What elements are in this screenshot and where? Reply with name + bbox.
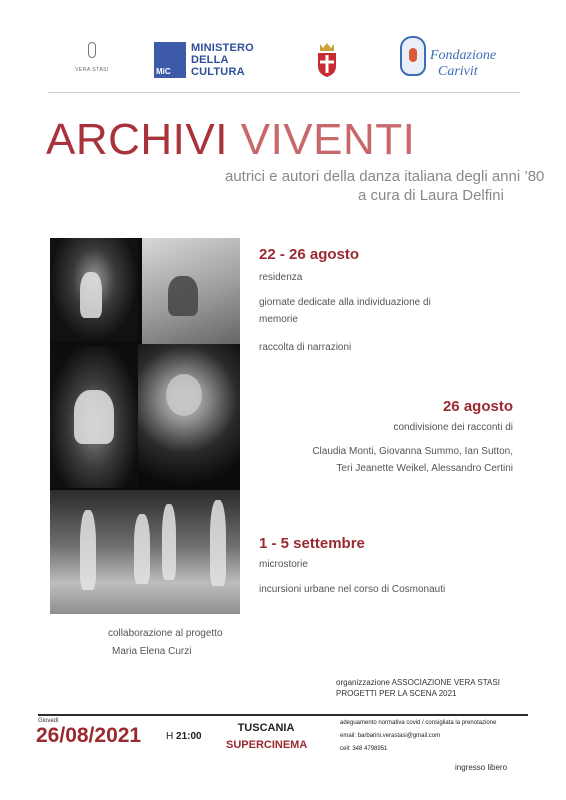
photo-dancer-skirt	[50, 346, 138, 488]
fondazione-carivit-logo	[400, 36, 518, 82]
collaboration-name: Maria Elena Curzi	[112, 646, 192, 657]
event-time-prefix: H	[166, 731, 174, 742]
event-hall: SUPERCINEMA	[226, 739, 308, 751]
ministero-line-2: DELLA	[191, 54, 229, 66]
mic-label: MiC	[156, 67, 171, 76]
covid-notice: adeguamento normativa covid / consigliata la prenotazione	[340, 720, 497, 726]
event-city: TUSCANIA	[237, 722, 295, 734]
schedule-1-line-1: residenza	[259, 272, 303, 283]
carivit-line-2: Carivit	[438, 64, 478, 79]
carivit-line-1: Fondazione	[430, 48, 497, 63]
schedule-1-line-3: memorie	[259, 314, 298, 325]
event-date: 26/08/2021	[36, 724, 142, 747]
photo-group-dancers	[50, 490, 240, 614]
schedule-date-1: 22 - 26 agosto	[259, 246, 360, 263]
schedule-1-line-2: giornate dedicate alla individuazione di	[259, 297, 431, 308]
photo-collage	[50, 238, 240, 614]
email-label: email:	[340, 733, 357, 739]
schedule-1-line-4: raccolta di narrazioni	[259, 342, 352, 353]
schedule-2-line-2: Claudia Monti, Giovanna Summo, Ian Sutton,	[312, 446, 513, 457]
curator-line: a cura di Laura Delfini	[358, 187, 504, 204]
contact-notes	[340, 717, 496, 756]
event-venue	[226, 720, 306, 754]
tuscania-shield-icon	[316, 42, 338, 78]
collaboration-label: collaborazione al progetto	[108, 628, 223, 639]
event-weekday: Giovedì	[38, 718, 59, 724]
ministero-cultura-logo	[154, 42, 266, 80]
schedule-2-line-3: Teri Jeanette Weikel, Alessandro Certini	[336, 463, 513, 474]
schedule-3-line-1: microstorie	[259, 559, 308, 570]
organization-line-1: organizzazione ASSOCIAZIONE VERA STASI	[336, 678, 500, 687]
collaboration-credit	[108, 625, 223, 661]
header-divider	[48, 92, 520, 93]
event-time	[166, 731, 202, 742]
organization-credit	[336, 677, 500, 699]
schedule-2-line-1: condivisione dei racconti di	[393, 422, 513, 433]
admission-note: ingresso libero	[455, 763, 508, 772]
schedule-3-line-2: incursioni urbane nel corso di Cosmonauti	[259, 584, 446, 595]
ministero-line-1: MINISTERO	[191, 42, 254, 54]
ministero-emblem-icon	[154, 42, 186, 78]
photo-dancer-arm-raised	[142, 238, 240, 344]
carivit-crest-icon	[400, 36, 426, 76]
ministero-line-3: CULTURA	[191, 66, 245, 78]
cell-number[interactable]: 348 4798951	[352, 746, 388, 752]
subtitle: autrici e autori della danza italiana degli anni ’80	[225, 168, 545, 185]
cell-label: cell:	[340, 746, 351, 752]
footer-divider	[38, 714, 528, 716]
page-title	[46, 116, 415, 164]
schedule-date-3: 1 - 5 settembre	[259, 535, 365, 552]
vera-stasi-logo	[72, 42, 112, 77]
title-word-viventi: VIVENTI	[240, 115, 416, 164]
photo-man-lightbulb	[138, 344, 240, 490]
photo-dancer-seated	[50, 238, 138, 342]
vera-stasi-logo-text: VERA STASI	[75, 67, 109, 73]
event-time-value: 21:00	[176, 731, 202, 742]
email-link[interactable]: barbarini.verastasi@gmail.com	[357, 733, 441, 739]
organization-line-2: PROGETTI PER LA SCENA 2021	[336, 689, 457, 698]
title-word-archivi: ARCHIVI	[46, 115, 228, 164]
schedule-date-2: 26 agosto	[442, 398, 513, 415]
vera-stasi-mark-icon	[88, 42, 96, 58]
